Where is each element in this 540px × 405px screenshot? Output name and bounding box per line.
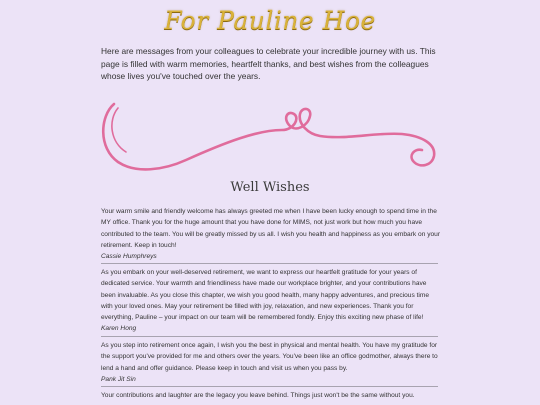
wish-text: As you step into retirement once again, I wish you the best in physical and mental health. You have my gratitude for the support you've provided for me and others over the years. You've been like an office godmother, always there to lend a hand and offer guidance. Please keep in touch and visit us when you pass by. [101, 342, 438, 372]
wish-author: Cassie Humphreys [101, 253, 157, 261]
wish-message [101, 206, 441, 262]
wish-text: Your contributions and laughter are the legacy you leave behind. Things just won't be the same without you. [101, 392, 415, 399]
heart-swirl-icon [96, 96, 446, 182]
wish-divider [101, 386, 438, 387]
wish-message [101, 390, 441, 401]
wish-message [101, 340, 441, 385]
intro-paragraph: Here are messages from your colleagues to celebrate your incredible journey with us. This page is filled with warm memories, heartfelt thanks, and best wishes from the colleagues whose lives you've touched over the years. [101, 46, 436, 81]
wish-text: As you embark on your well-deserved retirement, we want to express our heartfelt gratitude for your years of dedicated service. Your warmth and friendliness have made our workplace brighter, and your contributions have been invaluable. As you close this chapter, we wish you good health, many happy adventures, and precious time with your loved ones. May your retirement be filled with joy, relaxation, and new experiences. Thank you for everything, Pauline – your impact on our team will be remembered fondly. Enjoy this exciting new phase of life! [101, 269, 430, 322]
wish-message [101, 267, 441, 335]
wish-author: Pank Jit Sin [101, 375, 136, 383]
wish-divider [101, 336, 438, 337]
wish-divider [101, 263, 438, 264]
wish-text: Your warm smile and friendly welcome has always greeted me when I have been lucky enough to spend time in the MY office. Thank you for the huge amount that you have done for MIMS, not just work but how much you have contributed to the team. You will be greatly missed by us all. I wish you health and happiness as you embark on your retirement. Keep in touch! [101, 208, 441, 249]
wish-author: Karen Hong [101, 325, 137, 333]
well-wishes-heading: Well Wishes [230, 180, 310, 195]
page-title: For Pauline Hoe [164, 6, 376, 35]
